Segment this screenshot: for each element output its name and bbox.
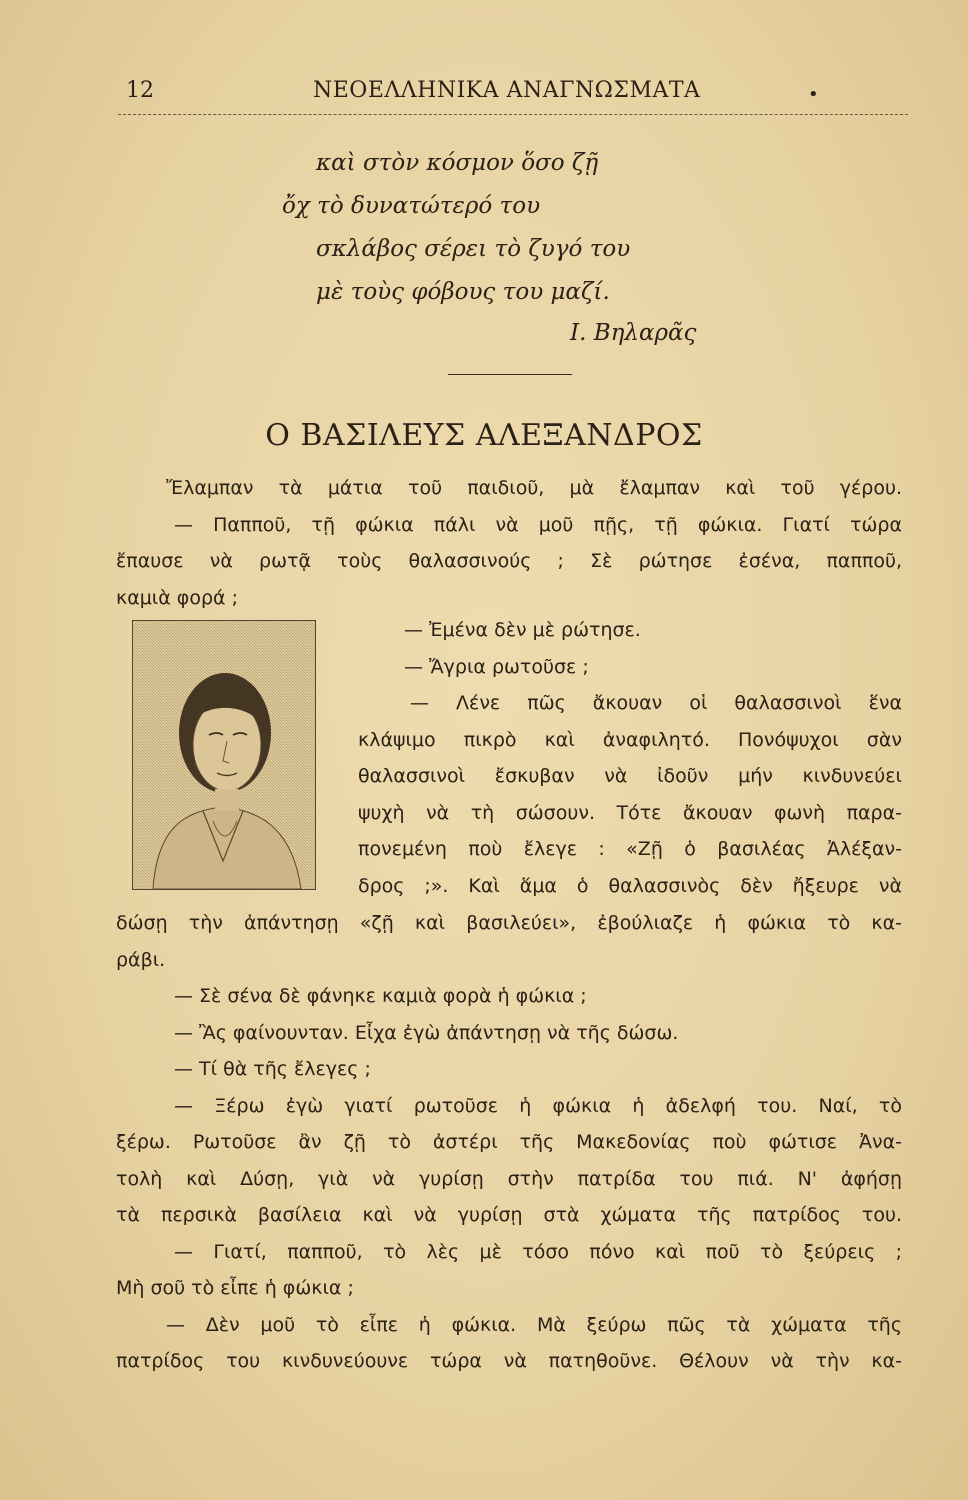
text-line: ξέρω. Ρωτοῦσε ἂν ζῇ τὸ ἀστέρι τῆς Μακεδονίας ποὺ φώτισε Ἀνα- xyxy=(116,1131,902,1153)
text-line: — Γιατί, παπποῦ, τὸ λὲς μὲ τόσο πόνο καὶ ποῦ τὸ ξεύρεις ; xyxy=(174,1240,902,1263)
text-line: — Ξέρω ἐγὼ γιατί ρωτοῦσε ἡ φώκια ἡ ἀδελφή του. Ναί, τὸ xyxy=(174,1094,902,1117)
header-ornament-dot: • xyxy=(808,84,819,105)
text-line: δώσῃ τὴν ἀπάντησῃ «ζῇ καὶ βασιλεύει», ἐβούλιαζε ἡ φώκια τὸ κα- xyxy=(116,912,902,934)
poem-line: σκλάβος σέρει τὸ ζυγό του xyxy=(316,236,631,262)
story-title: Ο ΒΑΣΙΛΕΥΣ ΑΛΕΞΑΝΔΡΟΣ xyxy=(265,418,703,453)
text-line: — Ἐμένα δὲν μὲ ρώτησε. xyxy=(404,619,641,641)
page-header xyxy=(118,78,908,118)
text-line: ἔπαυσε νὰ ρωτᾷ τοὺς θαλασσινούς ; Σὲ ρώτησε ἐσένα, παπποῦ, xyxy=(116,550,902,572)
running-title: ΝΕΟΕΛΛΗΝΙΚΑ ΑΝΑΓΝΩΣΜΑΤΑ xyxy=(313,78,701,103)
text-line: τὰ περσικὰ βασίλεια καὶ νὰ γυρίσῃ στὰ χώματα τῆς πατρίδος του. xyxy=(116,1204,902,1226)
text-line: καμιὰ φορά ; xyxy=(116,586,238,609)
portrait-image xyxy=(132,620,316,890)
portrait-illustration-icon xyxy=(133,621,315,889)
poem-line: καὶ στὸν κόσμον ὅσο ζῇ xyxy=(316,150,599,176)
poem-line: μὲ τοὺς φόβους του μαζί. xyxy=(316,279,610,305)
poem-author: Ι. Βηλαρᾶς xyxy=(570,320,697,346)
poem xyxy=(282,142,742,314)
text-line: Ἔλαμπαν τὰ μάτια τοῦ παιδιοῦ, μὰ ἔλαμπαν καὶ τοῦ γέρου. xyxy=(166,477,902,499)
text-line: θαλασσινοὶ ἔσκυβαν νὰ ἰδοῦν μήν κινδυνεύει xyxy=(358,765,902,787)
text-line: — Ἄγρια ρωτοῦσε ; xyxy=(404,655,589,678)
story-opening xyxy=(116,470,902,616)
section-divider xyxy=(448,374,572,375)
story-wrapped-text xyxy=(358,612,902,904)
text-line: — Δὲν μοῦ τὸ εἶπε ἡ φώκια. Μὰ ξεύρω πῶς τὰ χώματα τῆς xyxy=(166,1313,902,1336)
text-line: κλάψιμο πικρὸ καὶ ἀναφιλητό. Πονόψυχοι σὰν xyxy=(358,728,902,751)
poem-line: ὄχ τὸ δυνατώτερό του xyxy=(282,193,541,219)
text-line: τολὴ καὶ Δύσῃ, γιὰ νὰ γυρίσῃ στὴν πατρίδα του πιά. Ν' ἀφήσῃ xyxy=(116,1167,902,1190)
text-line: — Τί θὰ τῆς ἔλεγες ; xyxy=(174,1058,371,1080)
text-line: — Λένε πῶς ἄκουαν οἱ θαλασσινοὶ ἕνα xyxy=(410,692,902,714)
text-line: ψυχὴ νὰ τὴ σώσουν. Τότε ἄκουαν φωνὴ παρα- xyxy=(358,801,902,824)
text-line: πατρίδος του κινδυνεύουνε τώρα νὰ πατηθοῦνε. Θέλουν νὰ τὴν κα- xyxy=(116,1350,902,1372)
text-line: Μὴ σοῦ τὸ εἶπε ἡ φώκια ; xyxy=(116,1277,354,1299)
text-line: — Ἂς φαίνουνταν. Εἶχα ἐγὼ ἀπάντησῃ νὰ τῆς δώσω. xyxy=(174,1021,679,1044)
header-rule xyxy=(118,114,908,115)
text-line: δρος ;». Καὶ ἅμα ὁ θαλασσινὸς δὲν ἤξευρε νὰ xyxy=(358,874,902,897)
text-line: — Σὲ σένα δὲ φάνηκε καμιὰ φορὰ ἡ φώκια ; xyxy=(174,985,587,1007)
page-number: 12 xyxy=(126,78,154,103)
story-continuation xyxy=(116,869,902,1380)
text-line: πονεμένη ποὺ ἔλεγε : «Ζῇ ὁ βασιλέας Ἀλέξαν- xyxy=(358,838,902,860)
text-line: — Παπποῦ, τῇ φώκια πάλι νὰ μοῦ πῇς, τῇ φώκια. Γιατί τώρα xyxy=(174,513,902,536)
text-line: ράβι. xyxy=(116,948,166,971)
